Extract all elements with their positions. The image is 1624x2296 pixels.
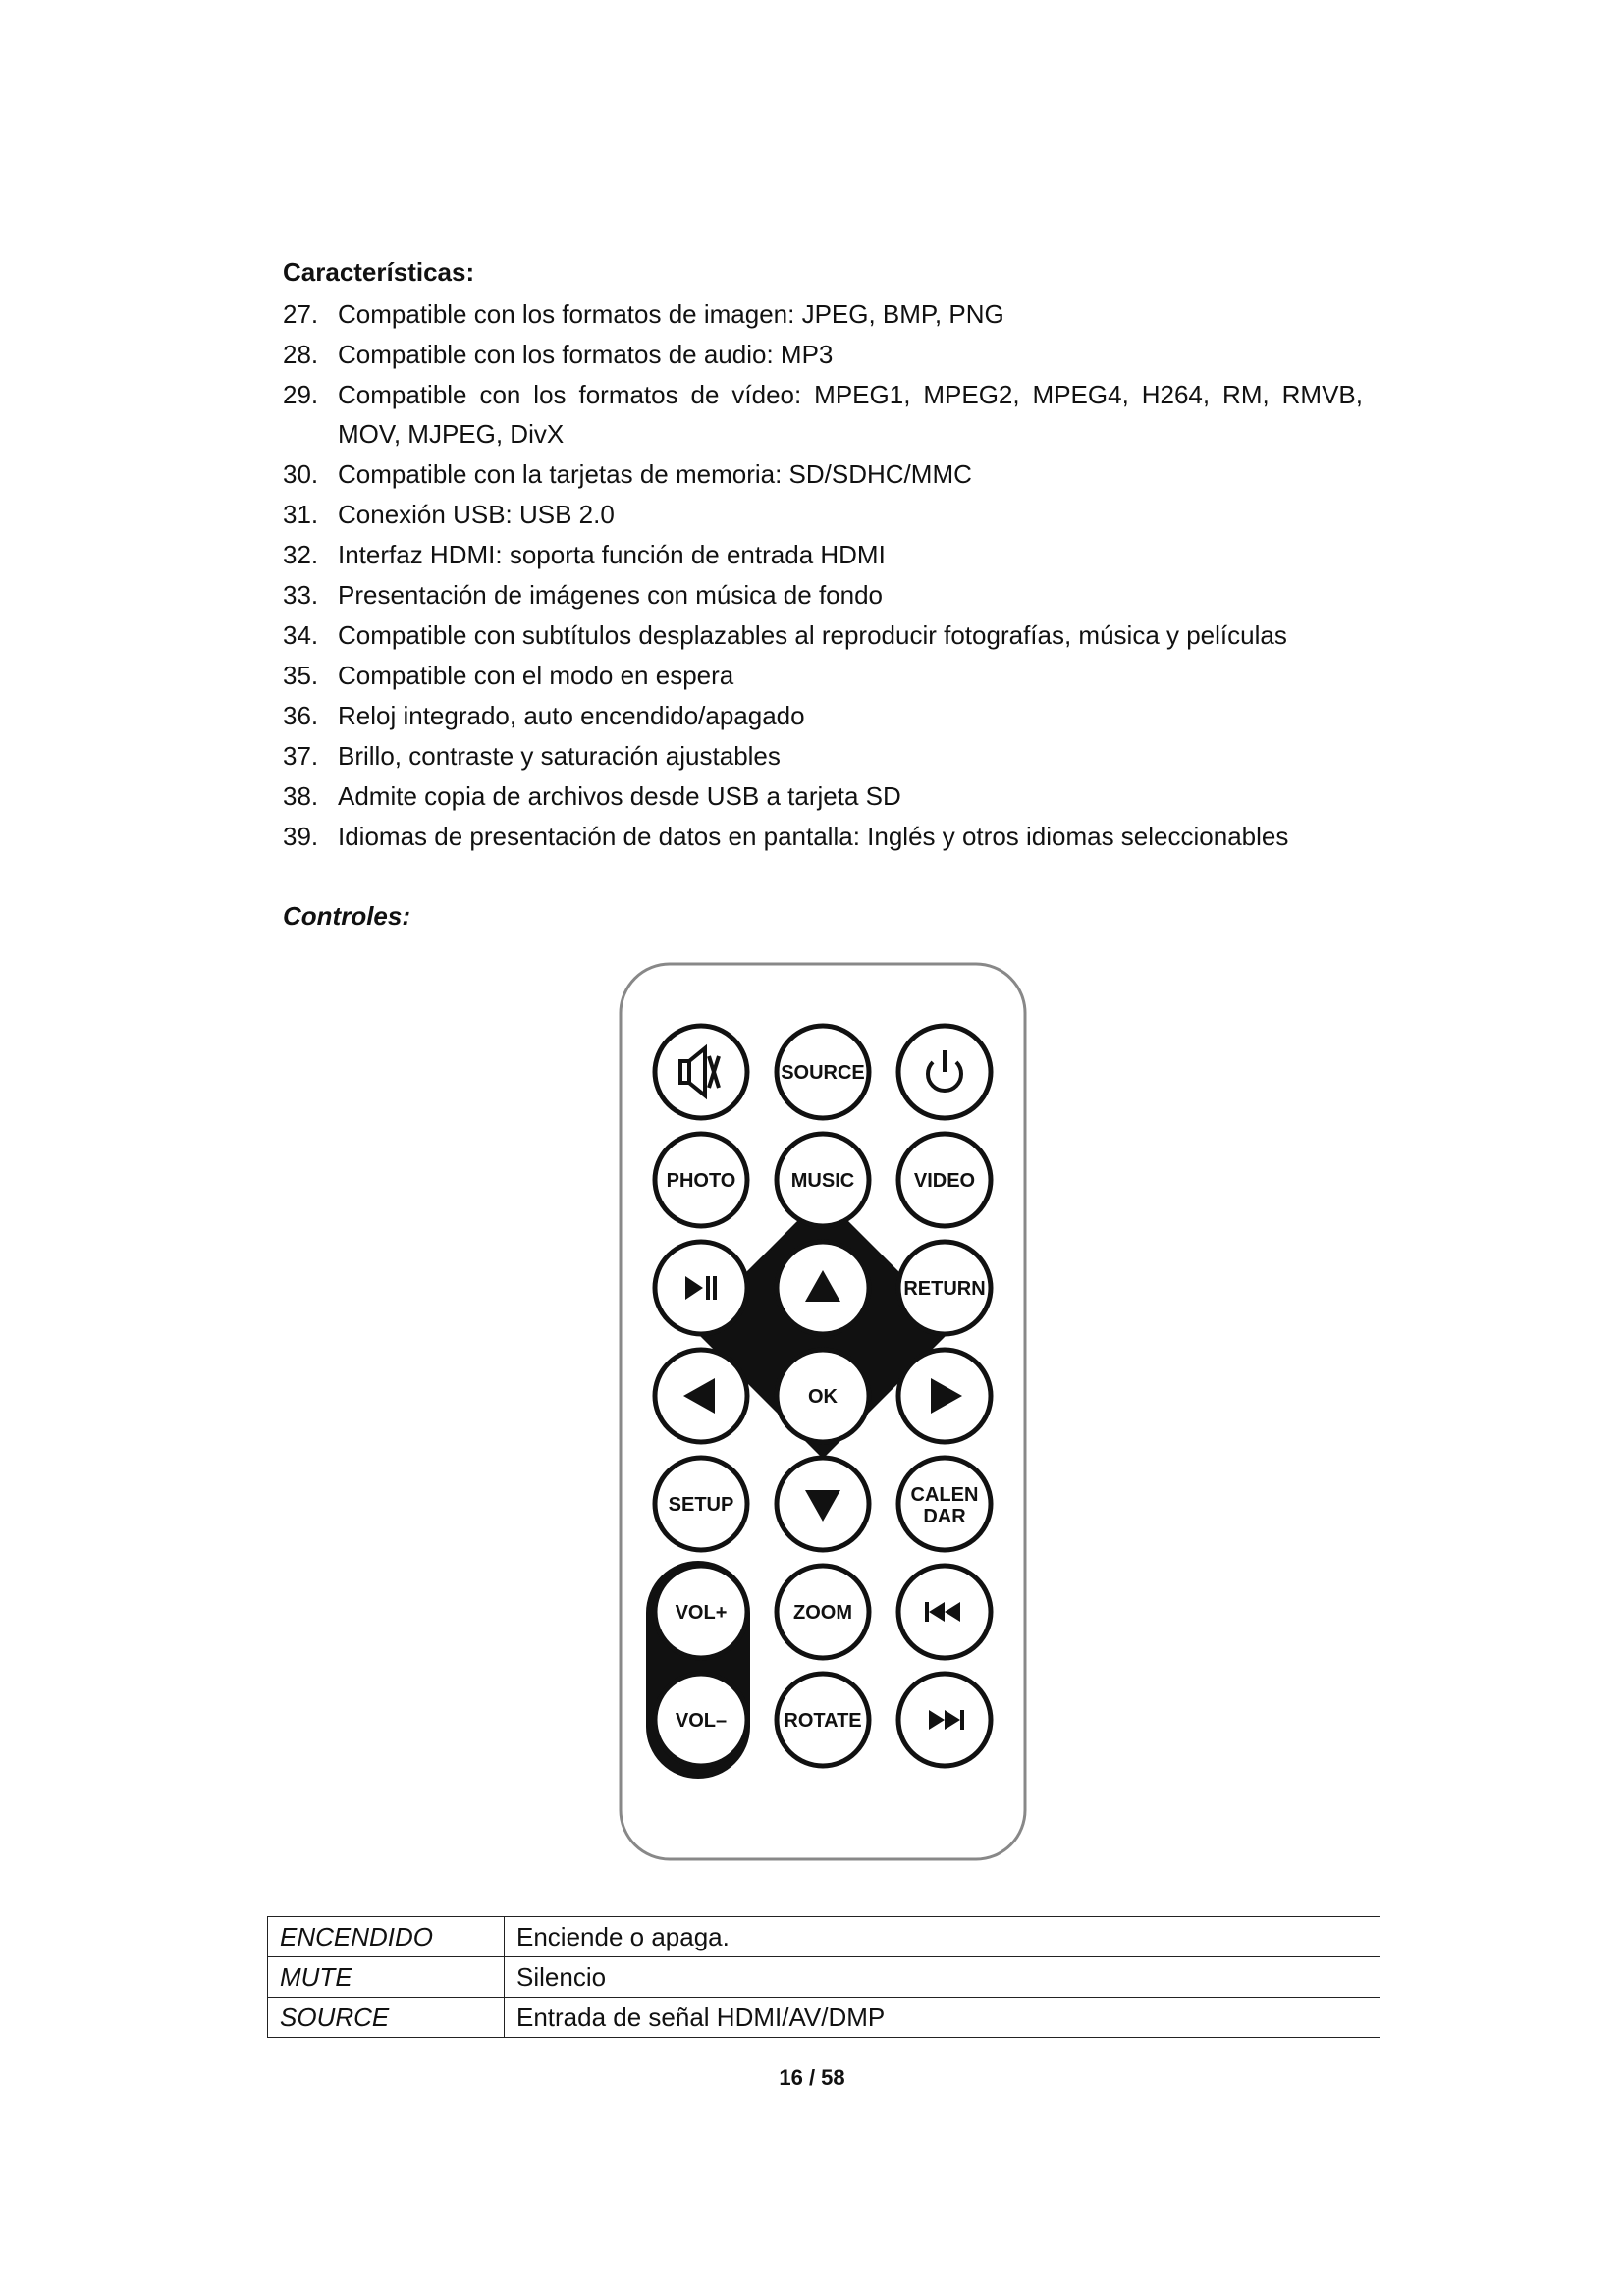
- feature-item: [283, 736, 1363, 775]
- feature-item: [283, 575, 1363, 614]
- feature-text: Idiomas de presentación de datos en pantalla: Inglés y otros idiomas seleccionables: [338, 822, 1289, 851]
- ok-label: OK: [808, 1386, 838, 1408]
- rotate-button[interactable]: [777, 1674, 869, 1766]
- controls-legend-table: [267, 1916, 1380, 2038]
- feature-number: 28.: [283, 340, 319, 369]
- feature-number: 29.: [283, 380, 319, 409]
- left-button[interactable]: [655, 1350, 747, 1442]
- next-track-button[interactable]: [898, 1674, 991, 1766]
- feature-text: Compatible con subtítulos desplazables al reproducir fotografías, música y películas: [338, 620, 1287, 650]
- feature-number: 39.: [283, 822, 319, 851]
- feature-item: [283, 615, 1363, 655]
- feature-number: 37.: [283, 741, 319, 771]
- calendar-label-line1: CALEN: [910, 1484, 979, 1506]
- feature-number: 32.: [283, 540, 319, 569]
- feature-item: [283, 817, 1363, 856]
- music-button[interactable]: [777, 1134, 869, 1226]
- feature-number: 34.: [283, 620, 319, 650]
- play-pause-button[interactable]: [655, 1242, 747, 1334]
- feature-item: [283, 335, 1363, 374]
- feature-item: [283, 454, 1363, 494]
- feature-number: 36.: [283, 701, 319, 730]
- source-label: SOURCE: [781, 1062, 865, 1084]
- table-cell-description: Silencio: [505, 1957, 1380, 1998]
- feature-item: [283, 696, 1363, 735]
- feature-number: 31.: [283, 500, 319, 529]
- up-button[interactable]: [777, 1242, 869, 1334]
- photo-button[interactable]: [655, 1134, 747, 1226]
- table-cell-key: ENCENDIDO: [268, 1917, 505, 1957]
- remote-control-illustration: [619, 962, 1027, 1861]
- volume-down-button[interactable]: [655, 1674, 747, 1766]
- volume-up-button[interactable]: [655, 1566, 747, 1658]
- feature-text: Presentación de imágenes con música de fondo: [338, 580, 884, 610]
- feature-number: 35.: [283, 661, 319, 690]
- feature-number: 30.: [283, 459, 319, 489]
- feature-number: 33.: [283, 580, 319, 610]
- feature-item: [283, 375, 1363, 454]
- feature-text: Conexión USB: USB 2.0: [338, 500, 615, 529]
- feature-text: Compatible con el modo en espera: [338, 661, 734, 690]
- table-cell-description: Entrada de señal HDMI/AV/DMP: [505, 1998, 1380, 2038]
- page-number: 16 / 58: [779, 2065, 845, 2090]
- volume-down-label: VOL–: [675, 1710, 728, 1732]
- feature-text: Interfaz HDMI: soporta función de entrada HDMI: [338, 540, 886, 569]
- video-label: VIDEO: [913, 1170, 976, 1192]
- zoom-button[interactable]: [777, 1566, 869, 1658]
- feature-item: [283, 656, 1363, 695]
- feature-list: [283, 294, 1363, 857]
- setup-button[interactable]: [655, 1458, 747, 1550]
- feature-text: Compatible con la tarjetas de memoria: SD/SDHC/MMC: [338, 459, 972, 489]
- video-button[interactable]: [898, 1134, 991, 1226]
- down-button[interactable]: [777, 1458, 869, 1550]
- power-button[interactable]: [898, 1026, 991, 1118]
- calendar-label-line2: DAR: [923, 1506, 966, 1527]
- feature-text: Reloj integrado, auto encendido/apagado: [338, 701, 805, 730]
- controls-heading: Controles:: [283, 901, 410, 931]
- feature-item: [283, 294, 1363, 334]
- feature-text: Compatible con los formatos de audio: MP3: [338, 340, 834, 369]
- rotate-label: ROTATE: [784, 1710, 862, 1732]
- table-row: [268, 1957, 1380, 1998]
- feature-number: 27.: [283, 299, 319, 329]
- mute-button[interactable]: [655, 1026, 747, 1118]
- music-label: MUSIC: [790, 1170, 855, 1192]
- feature-text: Brillo, contraste y saturación ajustables: [338, 741, 781, 771]
- table-cell-key: SOURCE: [268, 1998, 505, 2038]
- feature-item: [283, 495, 1363, 534]
- zoom-label: ZOOM: [793, 1602, 852, 1624]
- features-heading: Características:: [283, 257, 475, 287]
- ok-button[interactable]: [777, 1350, 869, 1442]
- volume-up-label: VOL+: [675, 1602, 728, 1624]
- feature-text: Admite copia de archivos desde USB a tarjeta SD: [338, 781, 901, 811]
- return-label: RETURN: [903, 1278, 986, 1300]
- feature-text: Compatible con los formatos de vídeo: MPEG1, MPEG2, MPEG4, H264, RM, RMVB, MOV, MJPEG, DivX: [338, 380, 1363, 449]
- feature-item: [283, 535, 1363, 574]
- setup-label: SETUP: [668, 1494, 734, 1516]
- previous-track-button[interactable]: [898, 1566, 991, 1658]
- table-cell-description: Enciende o apaga.: [505, 1917, 1380, 1957]
- table-row: [268, 1917, 1380, 1957]
- feature-text: Compatible con los formatos de imagen: JPEG, BMP, PNG: [338, 299, 1004, 329]
- table-row: [268, 1998, 1380, 2038]
- remote-control-svg: [619, 962, 1027, 1861]
- return-button[interactable]: [898, 1242, 991, 1334]
- table-cell-key: MUTE: [268, 1957, 505, 1998]
- feature-item: [283, 776, 1363, 816]
- photo-label: PHOTO: [666, 1170, 736, 1192]
- feature-number: 38.: [283, 781, 319, 811]
- calendar-button[interactable]: [898, 1458, 991, 1550]
- right-button[interactable]: [898, 1350, 991, 1442]
- source-button[interactable]: [777, 1026, 869, 1118]
